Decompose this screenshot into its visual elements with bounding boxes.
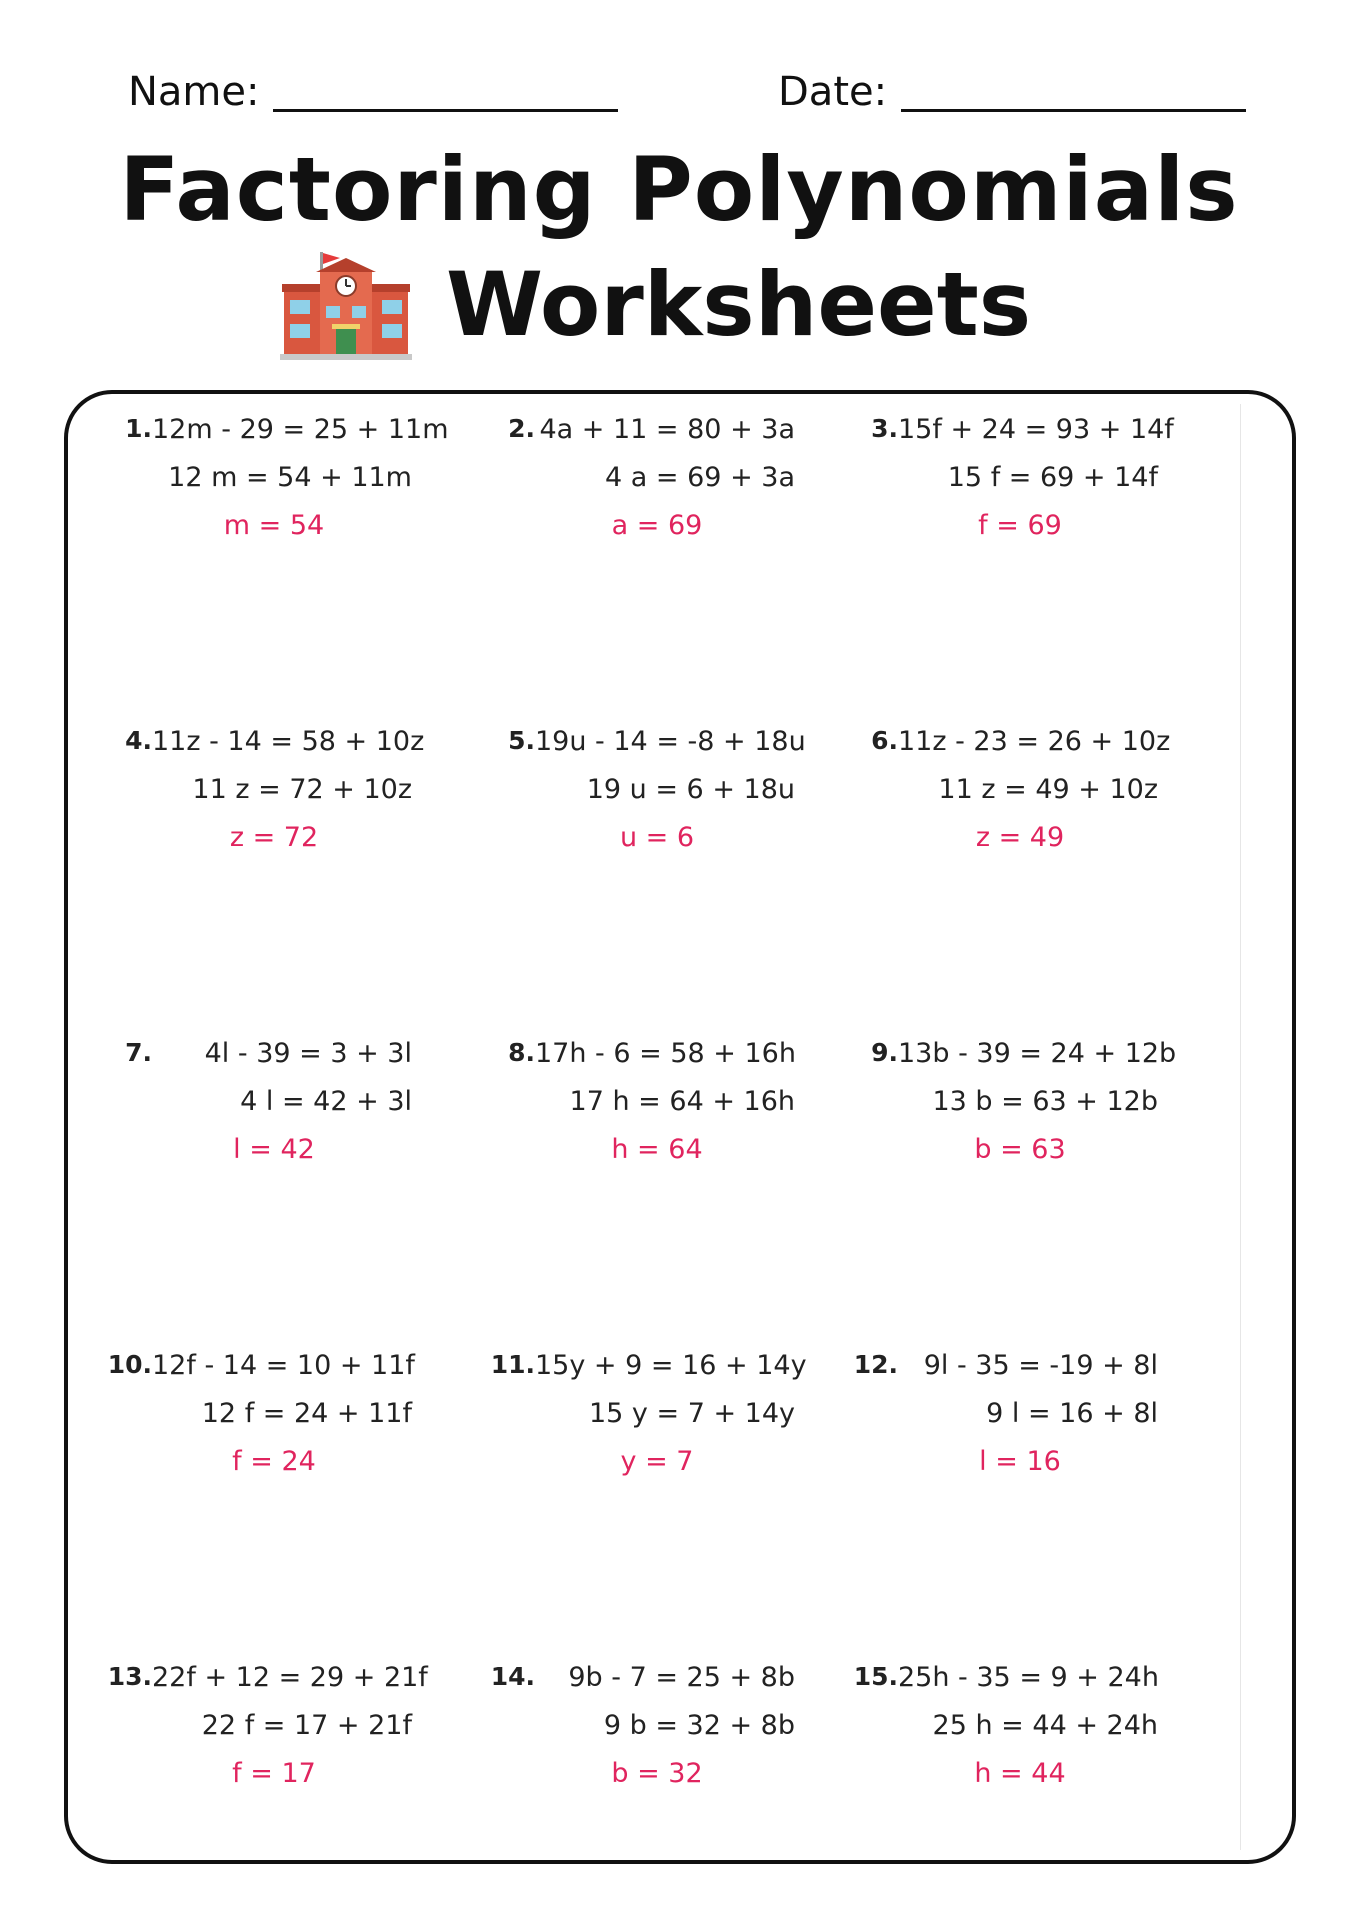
- problem-answer: m = 54: [223, 510, 325, 541]
- problem-equation: 4l - 39 = 3 + 3l: [204, 1038, 412, 1069]
- problem-answer: f = 17: [232, 1758, 316, 1789]
- date-blank-line[interactable]: [901, 65, 1246, 112]
- problem-8: [475, 1038, 815, 1208]
- problem-step: 22 f = 17 + 21f: [201, 1710, 412, 1741]
- problem-step: 11 z = 72 + 10z: [192, 774, 412, 805]
- problem-equation: 15f + 24 = 93 + 14f: [898, 414, 1174, 445]
- problem-equation: 25h - 35 = 9 + 24h: [898, 1662, 1159, 1693]
- problem-equation: 11z - 14 = 58 + 10z: [152, 726, 425, 757]
- problem-equation: 22f + 12 = 29 + 21f: [152, 1662, 428, 1693]
- problem-1: [92, 414, 449, 584]
- problem-answer: b = 32: [611, 1758, 703, 1789]
- problem-answer: u = 6: [619, 822, 695, 853]
- problem-step: 9 l = 16 + 8l: [986, 1398, 1158, 1429]
- problem-5: [475, 726, 815, 896]
- problem-equation: 15y + 9 = 16 + 14y: [535, 1350, 807, 1381]
- problem-step: 11 z = 49 + 10z: [938, 774, 1158, 805]
- problem-equation: 12f - 14 = 10 + 11f: [152, 1350, 415, 1381]
- problem-number: 7.: [125, 1038, 152, 1067]
- problem-equation: 13b - 39 = 24 + 12b: [898, 1038, 1177, 1069]
- problem-equation: 12m - 29 = 25 + 11m: [152, 414, 449, 445]
- problem-number: 14.: [490, 1662, 535, 1691]
- problem-answer: f = 24: [232, 1446, 316, 1477]
- problem-2: [475, 414, 815, 584]
- problem-13: [92, 1662, 432, 1832]
- inner-divider: [1240, 404, 1241, 1850]
- problem-number: 13.: [107, 1662, 152, 1691]
- problem-3: [838, 414, 1178, 584]
- problem-step: 19 u = 6 + 18u: [586, 774, 795, 805]
- problem-step: 4 l = 42 + 3l: [240, 1086, 412, 1117]
- problem-number: 1.: [125, 414, 152, 443]
- date-label: Date:: [778, 69, 888, 115]
- problem-answer: h = 44: [974, 1758, 1066, 1789]
- problem-number: 4.: [125, 726, 152, 755]
- problem-number: 15.: [853, 1662, 898, 1691]
- problem-equation: 9l - 35 = -19 + 8l: [923, 1350, 1158, 1381]
- problem-10: [92, 1350, 432, 1520]
- problem-answer: l = 16: [979, 1446, 1061, 1477]
- problem-equation: 17h - 6 = 58 + 16h: [535, 1038, 796, 1069]
- problem-12: [838, 1350, 1178, 1520]
- problem-equation: 9b - 7 = 25 + 8b: [568, 1662, 795, 1693]
- problem-step: 13 b = 63 + 12b: [932, 1086, 1158, 1117]
- problem-14: [475, 1662, 815, 1832]
- problem-number: 12.: [853, 1350, 898, 1379]
- problem-step: 4 a = 69 + 3a: [605, 462, 795, 493]
- problem-answer: l = 42: [233, 1134, 315, 1165]
- problem-number: 10.: [107, 1350, 152, 1379]
- problem-7: [92, 1038, 432, 1208]
- problem-answer: z = 72: [229, 822, 319, 853]
- problem-15: [838, 1662, 1178, 1832]
- problem-answer: b = 63: [974, 1134, 1066, 1165]
- problem-step: 15 y = 7 + 14y: [588, 1398, 795, 1429]
- problem-equation: 19u - 14 = -8 + 18u: [535, 726, 806, 757]
- problem-step: 12 f = 24 + 11f: [201, 1398, 412, 1429]
- problem-number: 8.: [508, 1038, 535, 1067]
- page-title: Factoring Polynomials: [119, 138, 1239, 241]
- page-subtitle-row: [280, 250, 1031, 360]
- problem-answer: h = 64: [611, 1134, 703, 1165]
- problem-answer: f = 69: [978, 510, 1062, 541]
- problem-equation: 4a + 11 = 80 + 3a: [539, 414, 795, 445]
- problem-answer: y = 7: [620, 1446, 694, 1477]
- name-field[interactable]: [128, 52, 618, 115]
- problem-11: [475, 1350, 815, 1520]
- name-blank-line[interactable]: [273, 65, 618, 112]
- problem-step: 15 f = 69 + 14f: [947, 462, 1158, 493]
- problem-answer: a = 69: [611, 510, 703, 541]
- problem-9: [838, 1038, 1178, 1208]
- problem-number: 3.: [871, 414, 898, 443]
- problem-answer: z = 49: [975, 822, 1065, 853]
- name-label: Name:: [128, 69, 260, 115]
- school-building-icon: [280, 250, 412, 360]
- problem-number: 11.: [490, 1350, 535, 1379]
- problem-number: 5.: [508, 726, 535, 755]
- problem-4: [92, 726, 432, 896]
- problem-number: 6.: [871, 726, 898, 755]
- page-title-line2: Worksheets: [446, 253, 1032, 356]
- problem-step: 12 m = 54 + 11m: [168, 462, 412, 493]
- problem-6: [838, 726, 1178, 896]
- date-field[interactable]: [778, 52, 1246, 115]
- problem-step: 9 b = 32 + 8b: [603, 1710, 795, 1741]
- problem-step: 25 h = 44 + 24h: [932, 1710, 1158, 1741]
- problem-number: 2.: [508, 414, 535, 443]
- problem-equation: 11z - 23 = 26 + 10z: [898, 726, 1171, 757]
- problem-step: 17 h = 64 + 16h: [569, 1086, 795, 1117]
- problem-number: 9.: [871, 1038, 898, 1067]
